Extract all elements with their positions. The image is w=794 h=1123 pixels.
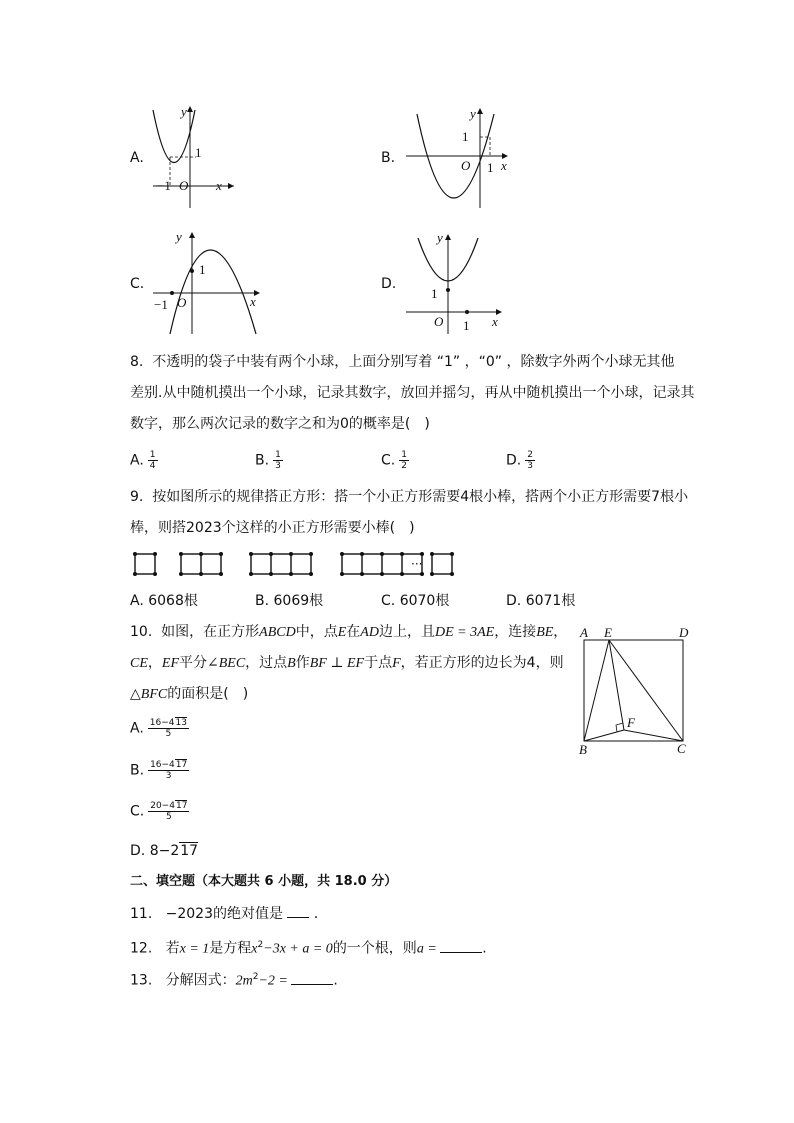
q7c-y-label: y <box>176 229 182 244</box>
q7a-one: 1 <box>195 145 202 160</box>
q7d-one-y: 1 <box>431 286 438 301</box>
q7b-y-label: y <box>470 106 476 121</box>
q8-option-d[interactable] <box>506 450 535 471</box>
q8-option-a-letter: A. <box>130 452 144 469</box>
q7d-one-x: 1 <box>463 318 470 333</box>
q8-option-b-fraction: $\frac{1}{3}$ <box>275 450 281 471</box>
q10-line-2: CE，EF平分∠BEC，过点B作BF ⊥ EF于点F，若正方形的边长为4，则 <box>130 655 564 671</box>
q7-option-c-letter: C. <box>130 276 145 292</box>
q8-number: 8. <box>130 354 144 370</box>
q10-option-d[interactable]: D. 8−217 <box>130 843 199 859</box>
q10-square-figure <box>576 622 694 756</box>
q12: 12. 若x = 1是方程$x^2-3x + a = 0$的一个根，则a = . <box>130 935 487 960</box>
q10-fig-label-d: D <box>679 625 689 640</box>
q8-option-c[interactable] <box>381 450 409 471</box>
q9-ellipsis: ··· <box>411 557 423 571</box>
q7d-origin: O <box>434 314 444 329</box>
q10-fig-label-f: F <box>627 715 635 730</box>
q10-option-b[interactable]: B. $\frac{16-417}{3}$ <box>130 760 188 781</box>
q7b-x-label: x <box>501 158 507 173</box>
q7-option-b-letter: B. <box>381 150 396 166</box>
q7-graph-a <box>148 100 238 210</box>
q13-answer-blank[interactable] <box>291 970 333 985</box>
q9-option-b[interactable]: B. 6069根 <box>255 593 324 609</box>
q9-text-1: 按如图所示的规律搭正方形：搭一个小正方形需要4根小棒，搭两个小正方形需要7根小 <box>152 489 689 505</box>
q7c-one: 1 <box>199 262 206 277</box>
q9-number: 9. <box>130 489 144 505</box>
q7-option-a-letter: A. <box>130 150 144 166</box>
q8-option-d-letter: D. <box>506 452 522 469</box>
q9-option-a[interactable]: A. 6068根 <box>130 593 198 609</box>
q7-option-d-letter: D. <box>381 276 397 292</box>
q7c-neg1: −1 <box>154 297 168 312</box>
q8-text-1: 不透明的袋子中装有两个小球，上面分别写着 “1” ，“0” ，除数字外两个小球无其他 <box>152 354 675 370</box>
q7-graph-c <box>148 226 266 336</box>
q8-option-a-fraction: $\frac{1}{4}$ <box>149 450 156 471</box>
q7d-y-label: y <box>437 230 443 245</box>
q9-line-1 <box>130 487 688 507</box>
q10-line-3: △BFC的面积是( ) <box>130 686 249 702</box>
q7a-x-label: x <box>216 178 222 193</box>
section-2-title: 二、填空题（本大题共 6 小题，共 18.0 分） <box>130 874 398 889</box>
q7b-one-y: 1 <box>462 129 469 144</box>
q13: 13. 分解因式：$2m^2-2$ = . <box>130 967 338 992</box>
q10-line-1: 10. 如图，在正方形ABCD中，点E在AD边上，且DE = 3AE，连接BE， <box>130 624 568 640</box>
q8-option-c-letter: C. <box>381 452 396 469</box>
q8-option-a[interactable] <box>130 450 158 471</box>
q12-answer-blank[interactable] <box>440 938 482 953</box>
q7b-one-x: 1 <box>487 160 494 175</box>
q9-option-d[interactable]: D. 6071根 <box>506 593 576 609</box>
q11-answer-blank[interactable] <box>287 903 309 918</box>
q8-option-b-letter: B. <box>255 452 270 469</box>
q10-fig-label-e: E <box>604 625 612 640</box>
q7a-origin: O <box>179 178 189 193</box>
q7-graph-b <box>404 102 514 212</box>
q8-line-1 <box>130 352 674 372</box>
q10-option-a[interactable]: A. $\frac{16-413}{5}$ <box>130 718 187 739</box>
q7a-neg1: −1 <box>157 178 171 193</box>
q7c-x-label: x <box>250 294 256 309</box>
q8-option-b[interactable] <box>255 450 283 471</box>
q8-option-c-fraction: $\frac{1}{2}$ <box>401 450 407 471</box>
q11: 11. −2023的绝对值是 ． <box>130 903 328 924</box>
q7-graph-d <box>404 228 514 336</box>
q10-fig-label-b: B <box>579 742 587 756</box>
q10-option-c[interactable]: C. $\frac{20-417}{5}$ <box>130 801 188 822</box>
q10-fig-label-c: C <box>677 741 686 756</box>
q9-text-2: 棒，则搭2023个这样的小正方形需要小棒( ) <box>130 520 415 536</box>
q8-text-3: 数字，那么两次记录的数字之和为0的概率是( ) <box>130 416 430 432</box>
q8-text-2: 差别.从中随机摸出一个小球，记录其数字，放回并摇匀，再从中随机摸出一个小球，记录其 <box>130 385 695 401</box>
q8-option-d-fraction: $\frac{2}{3}$ <box>527 450 533 471</box>
q10-fig-label-a: A <box>580 625 588 640</box>
q7b-origin: O <box>461 158 471 173</box>
q7a-y-label: y <box>181 104 187 119</box>
q7c-origin: O <box>177 295 187 310</box>
q9-option-c[interactable]: C. 6070根 <box>381 593 450 609</box>
q7d-x-label: x <box>492 314 498 329</box>
